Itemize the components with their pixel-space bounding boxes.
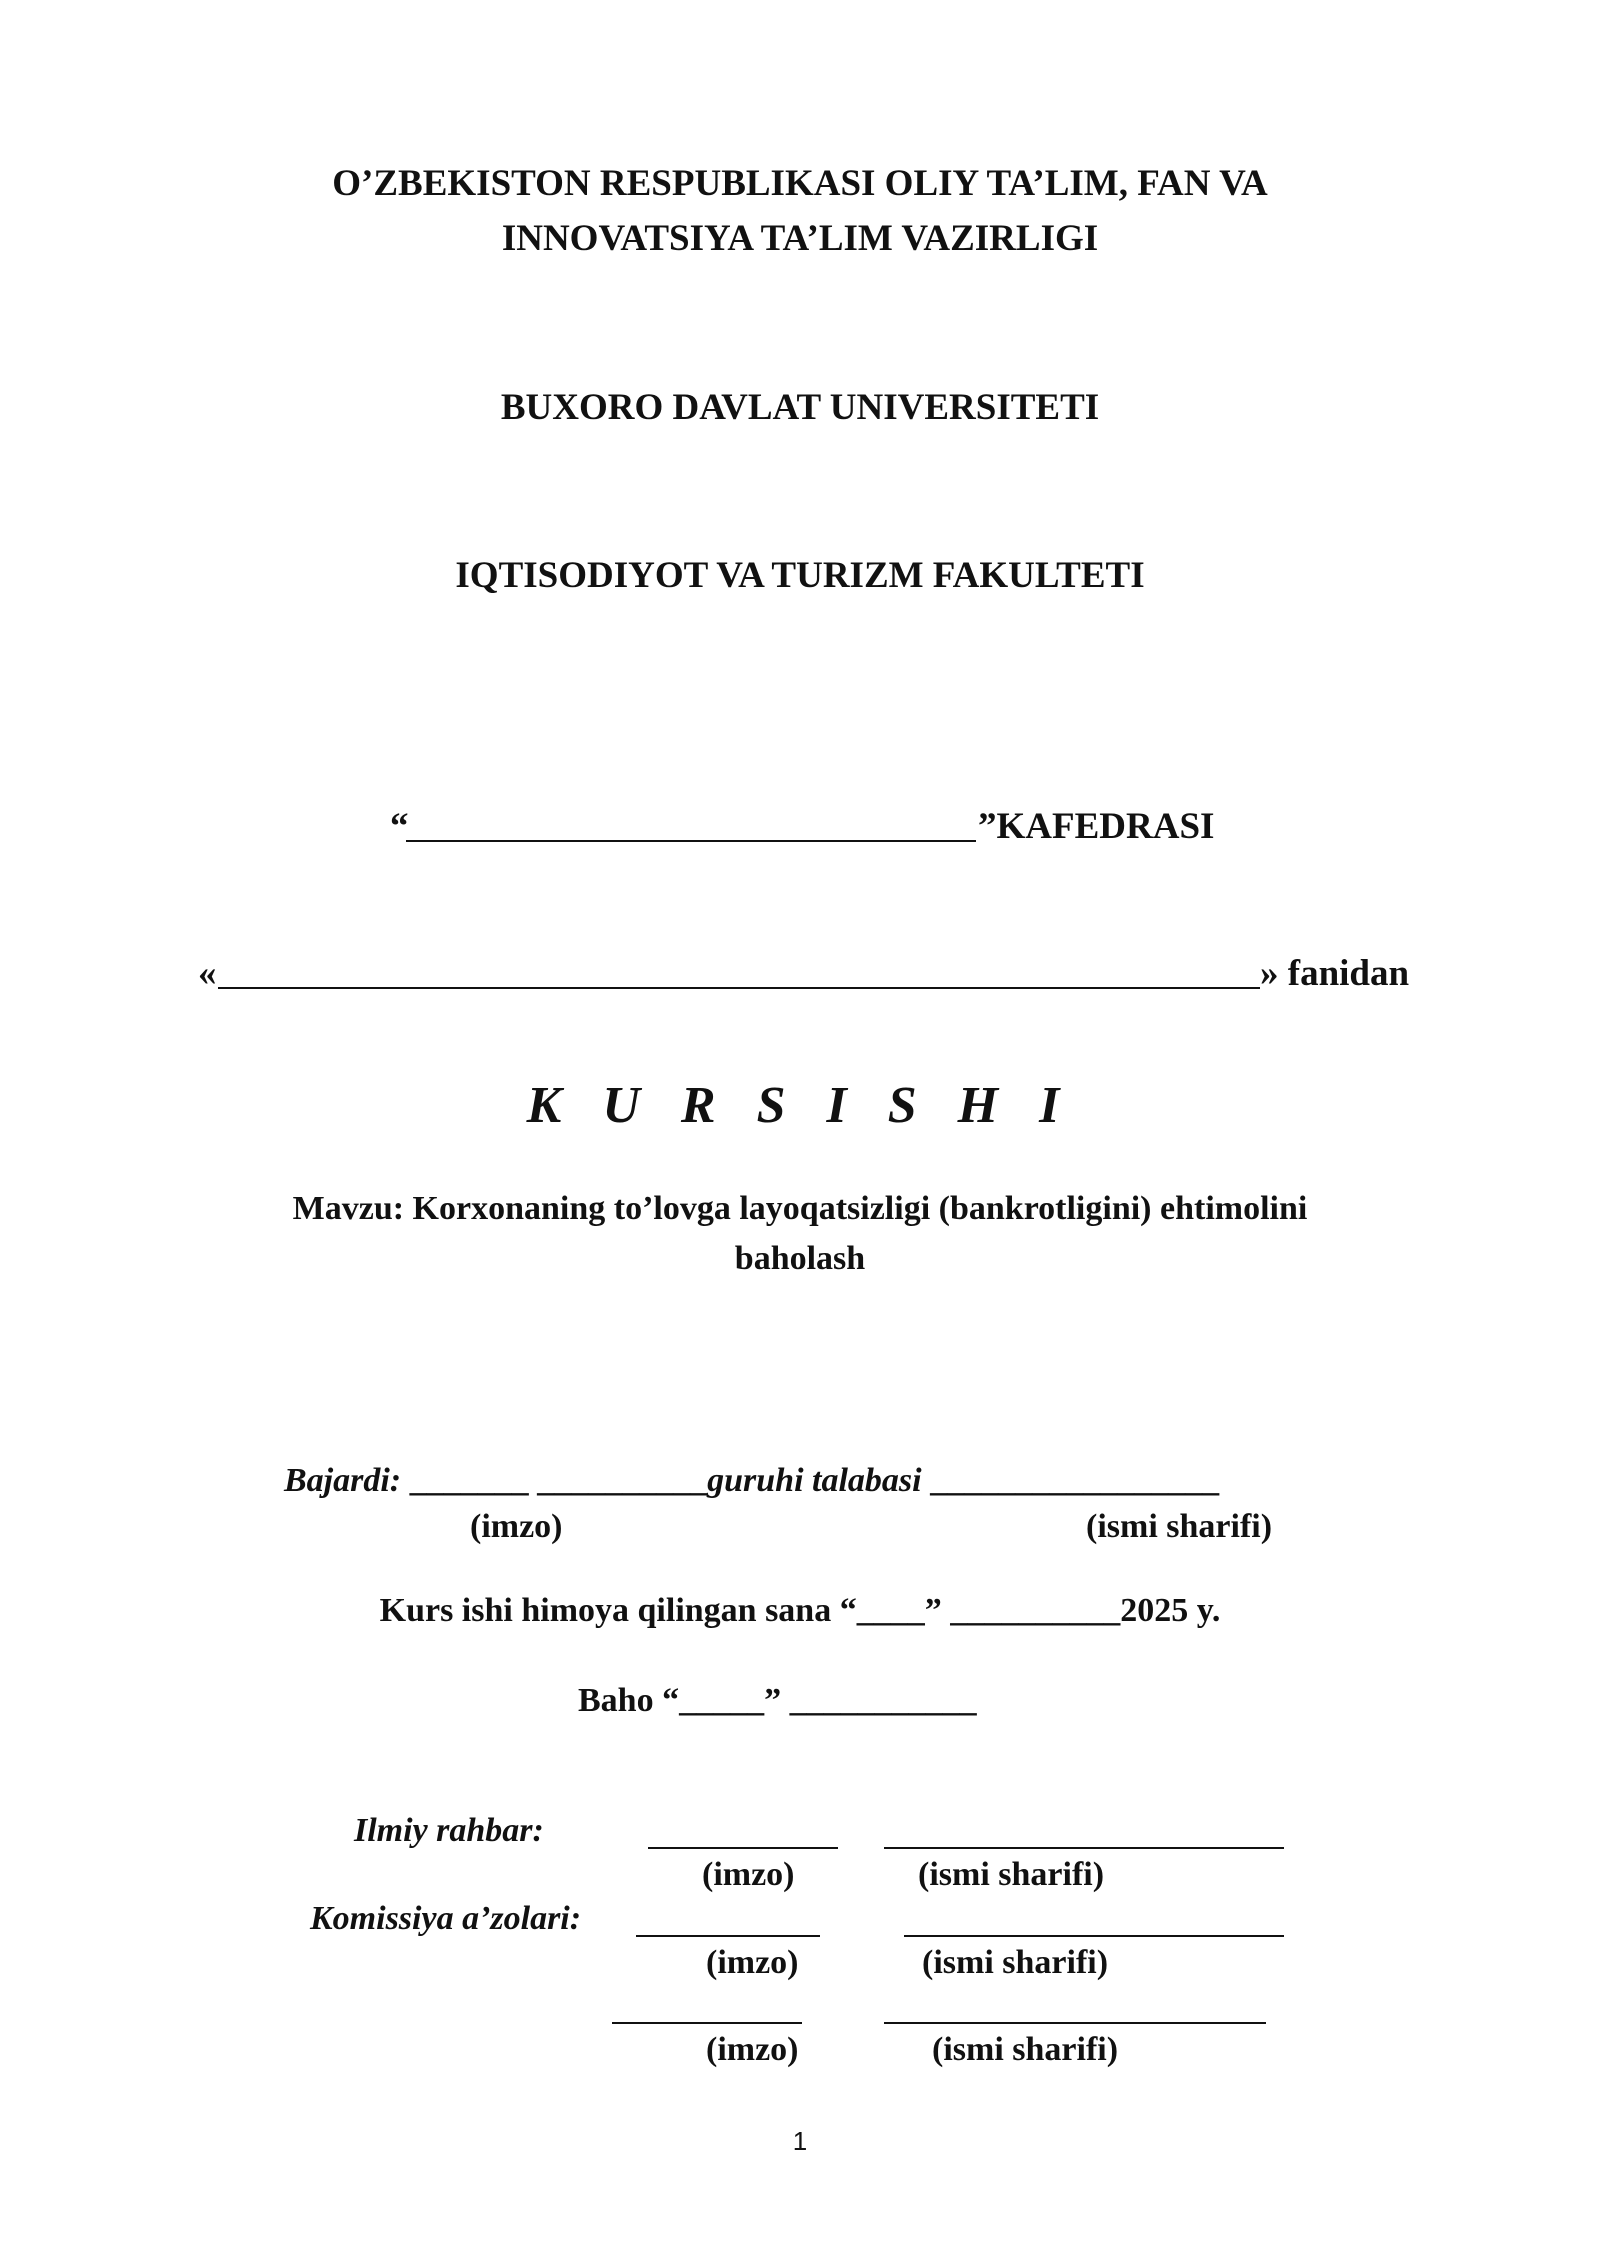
commission-1-imzo-caption: (imzo) <box>706 1944 799 1981</box>
ministry-line-2: INNOVATSIYA TA’LIM VAZIRLIGI <box>501 218 1099 259</box>
performer-blank-group: __________ <box>537 1462 708 1499</box>
commission-2-imzo-caption: (imzo) <box>706 2031 799 2068</box>
page-number: 1 <box>792 2126 808 2156</box>
commission-2-name-line <box>884 2022 1266 2024</box>
supervisor-label: Ilmiy rahbar: <box>354 1812 544 1849</box>
supervisor-signature-line <box>648 1847 838 1849</box>
performer-row <box>284 1462 1219 1500</box>
defense-day-blank: ____ <box>856 1592 925 1629</box>
supervisor-name-line <box>884 1847 1284 1849</box>
grade-row <box>578 1682 977 1720</box>
faculty-name: IQTISODIYOT VA TURIZM FAKULTETI <box>455 555 1145 596</box>
defense-date-mid: ” <box>924 1592 951 1629</box>
performer-group-label: guruhi talabasi <box>707 1462 922 1499</box>
department-label: ”KAFEDRASI <box>978 806 1215 847</box>
grade-label: Baho “ <box>578 1682 680 1719</box>
defense-year: 2025 y. <box>1120 1592 1221 1629</box>
supervisor-imzo-caption: (imzo) <box>702 1856 795 1893</box>
performer-label: Bajardi: <box>284 1462 402 1499</box>
performer-blank-name: _________________ <box>930 1462 1220 1499</box>
supervisor-name-caption: (ismi sharifi) <box>918 1856 1105 1893</box>
commission-1-name-line <box>904 1935 1284 1937</box>
defense-date-row <box>0 1592 1600 1630</box>
performer-blank-imzo: _______ <box>409 1462 529 1499</box>
document-title: K U R S I S H I <box>526 1077 1074 1134</box>
commission-2-name-caption: (ismi sharifi) <box>932 2031 1119 2068</box>
performer-imzo-caption: (imzo) <box>470 1508 563 1545</box>
subject-open-quote: « <box>198 953 217 994</box>
university-name: BUXORO DAVLAT UNIVERSITETI <box>500 387 1100 428</box>
performer-name-caption: (ismi sharifi) <box>1086 1508 1273 1545</box>
grade-close: ” <box>764 1682 790 1719</box>
topic-line-1: Mavzu: Korxonaning to’lovga layoqatsizligi (bankrotligini) ehtimolini <box>292 1190 1308 1227</box>
grade-blank-2: ___________ <box>789 1682 977 1719</box>
department-blank-line <box>406 840 976 842</box>
subject-blank-line <box>218 987 1260 989</box>
defense-month-blank: __________ <box>950 1592 1121 1629</box>
topic-line-2: baholash <box>734 1240 866 1277</box>
subject-label: » fanidan <box>1260 953 1410 994</box>
commission-1-signature-line <box>636 1935 820 1937</box>
ministry-line-1: O’ZBEKISTON RESPUBLIKASI OLIY TA’LIM, FAN VA <box>332 163 1268 204</box>
defense-date-label: Kurs ishi himoya qilingan sana “ <box>379 1592 857 1629</box>
commission-1-name-caption: (ismi sharifi) <box>922 1944 1109 1981</box>
commission-2-signature-line <box>612 2022 802 2024</box>
commission-label: Komissiya a’zolari: <box>310 1900 582 1937</box>
department-open-quote: “ <box>390 806 409 847</box>
grade-blank: _____ <box>679 1682 765 1719</box>
